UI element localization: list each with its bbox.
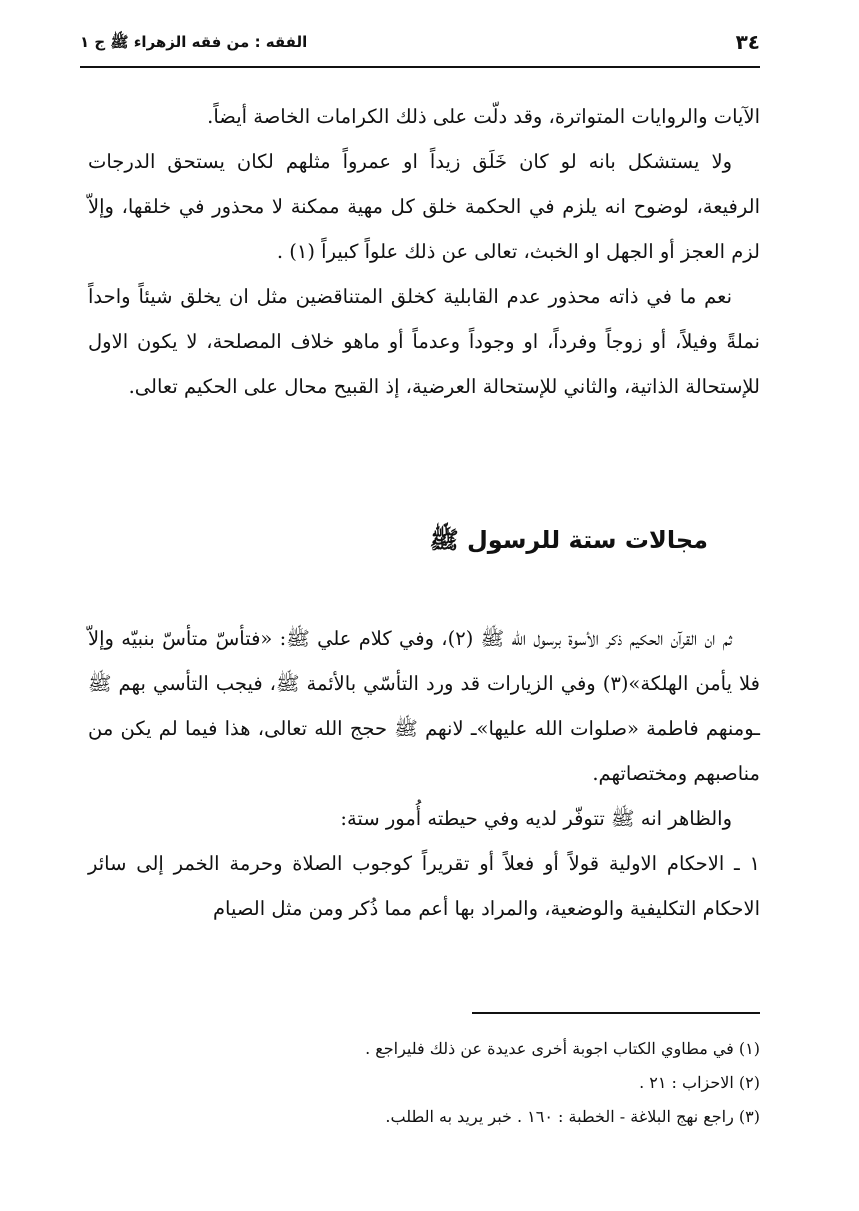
footnote-divider [472, 1012, 760, 1014]
paragraph: ثم ان القرآن الحكيم ذكر الأسوة برسول الله ﷺ (٢)، وفي كلام علي ﷺ: «فتأسّ متأسّ بنبيّه وإلاّ فلا يأمن الهلكة»(٣) وفي الزيارات قد ورد التأسّي بالأئمة ﷺ، فيجب التأسي بهم ﷺ ـومنهم فاطمة «صلوات الله عليها»ـ لانهم ﷺ حجج الله تعالى، هذا فيما لم يكن من مناصبهم ومختصاتهم. [88, 627, 760, 785]
page-number: ٣٤ [735, 30, 760, 54]
body-text-bottom [88, 616, 760, 931]
running-title: الفقه : من فقه الزهراء ﷺ ج ١ [80, 33, 308, 51]
body-text-top [88, 94, 760, 409]
paragraph: والظاهر انه ﷺ تتوفّر لديه وفي حيطته أُمور ستة: [340, 807, 732, 830]
paragraph: ١ ـ الاحكام الاولية قولاً أو فعلاً أو تقريراً كوجوب الصلاة وحرمة الخمر إلى سائر الاحكام التكليفية والوضعية، والمراد بها أعم مما ذُكر ومن مثل الصيام [88, 852, 760, 920]
paragraph: ولا يستشكل بانه لو كان خَلَق زيداً او عمرواً مثلهم لكان يستحق الدرجات الرفيعة، لوضوح انه يلزم في الحكمة خلق كل مهية ممكنة لا محذور في خلقها، وإلاّ لزم العجز أو الجهل او الخبث، تعالى عن ذلك علواً كبيراً (١) . [88, 150, 760, 263]
footnotes [88, 1032, 760, 1134]
paragraph: الآيات والروايات المتواترة، وقد دلّت على ذلك الكرامات الخاصة أيضاً. [207, 105, 760, 128]
footnote: (٢) الاحزاب : ٢١ . [639, 1073, 760, 1092]
section-heading: مجالات ستة للرسول ﷺ [429, 526, 708, 554]
footnote: (٣) راجع نهج البلاغة - الخطبة : ١٦٠ . خبر يريد به الطلب. [385, 1107, 760, 1126]
footnote: (١) في مطاوي الكتاب اجوبة أخرى عديدة عن ذلك فليراجع . [365, 1039, 760, 1058]
paragraph: نعم ما في ذاته محذور عدم القابلية كخلق المتناقضين مثل ان يخلق شيئاً واحداً نملةً وفيلاً، أو زوجاً وفرداً، او وجوداً وعدماً أو ماهو خلاف المصلحة، لا يكون الاول للإستحالة الذاتية، والثاني للإستحالة العرضية، إذ القبيح محال على الحكيم تعالى. [88, 285, 760, 398]
header-divider [80, 66, 760, 68]
page-header [80, 30, 760, 58]
